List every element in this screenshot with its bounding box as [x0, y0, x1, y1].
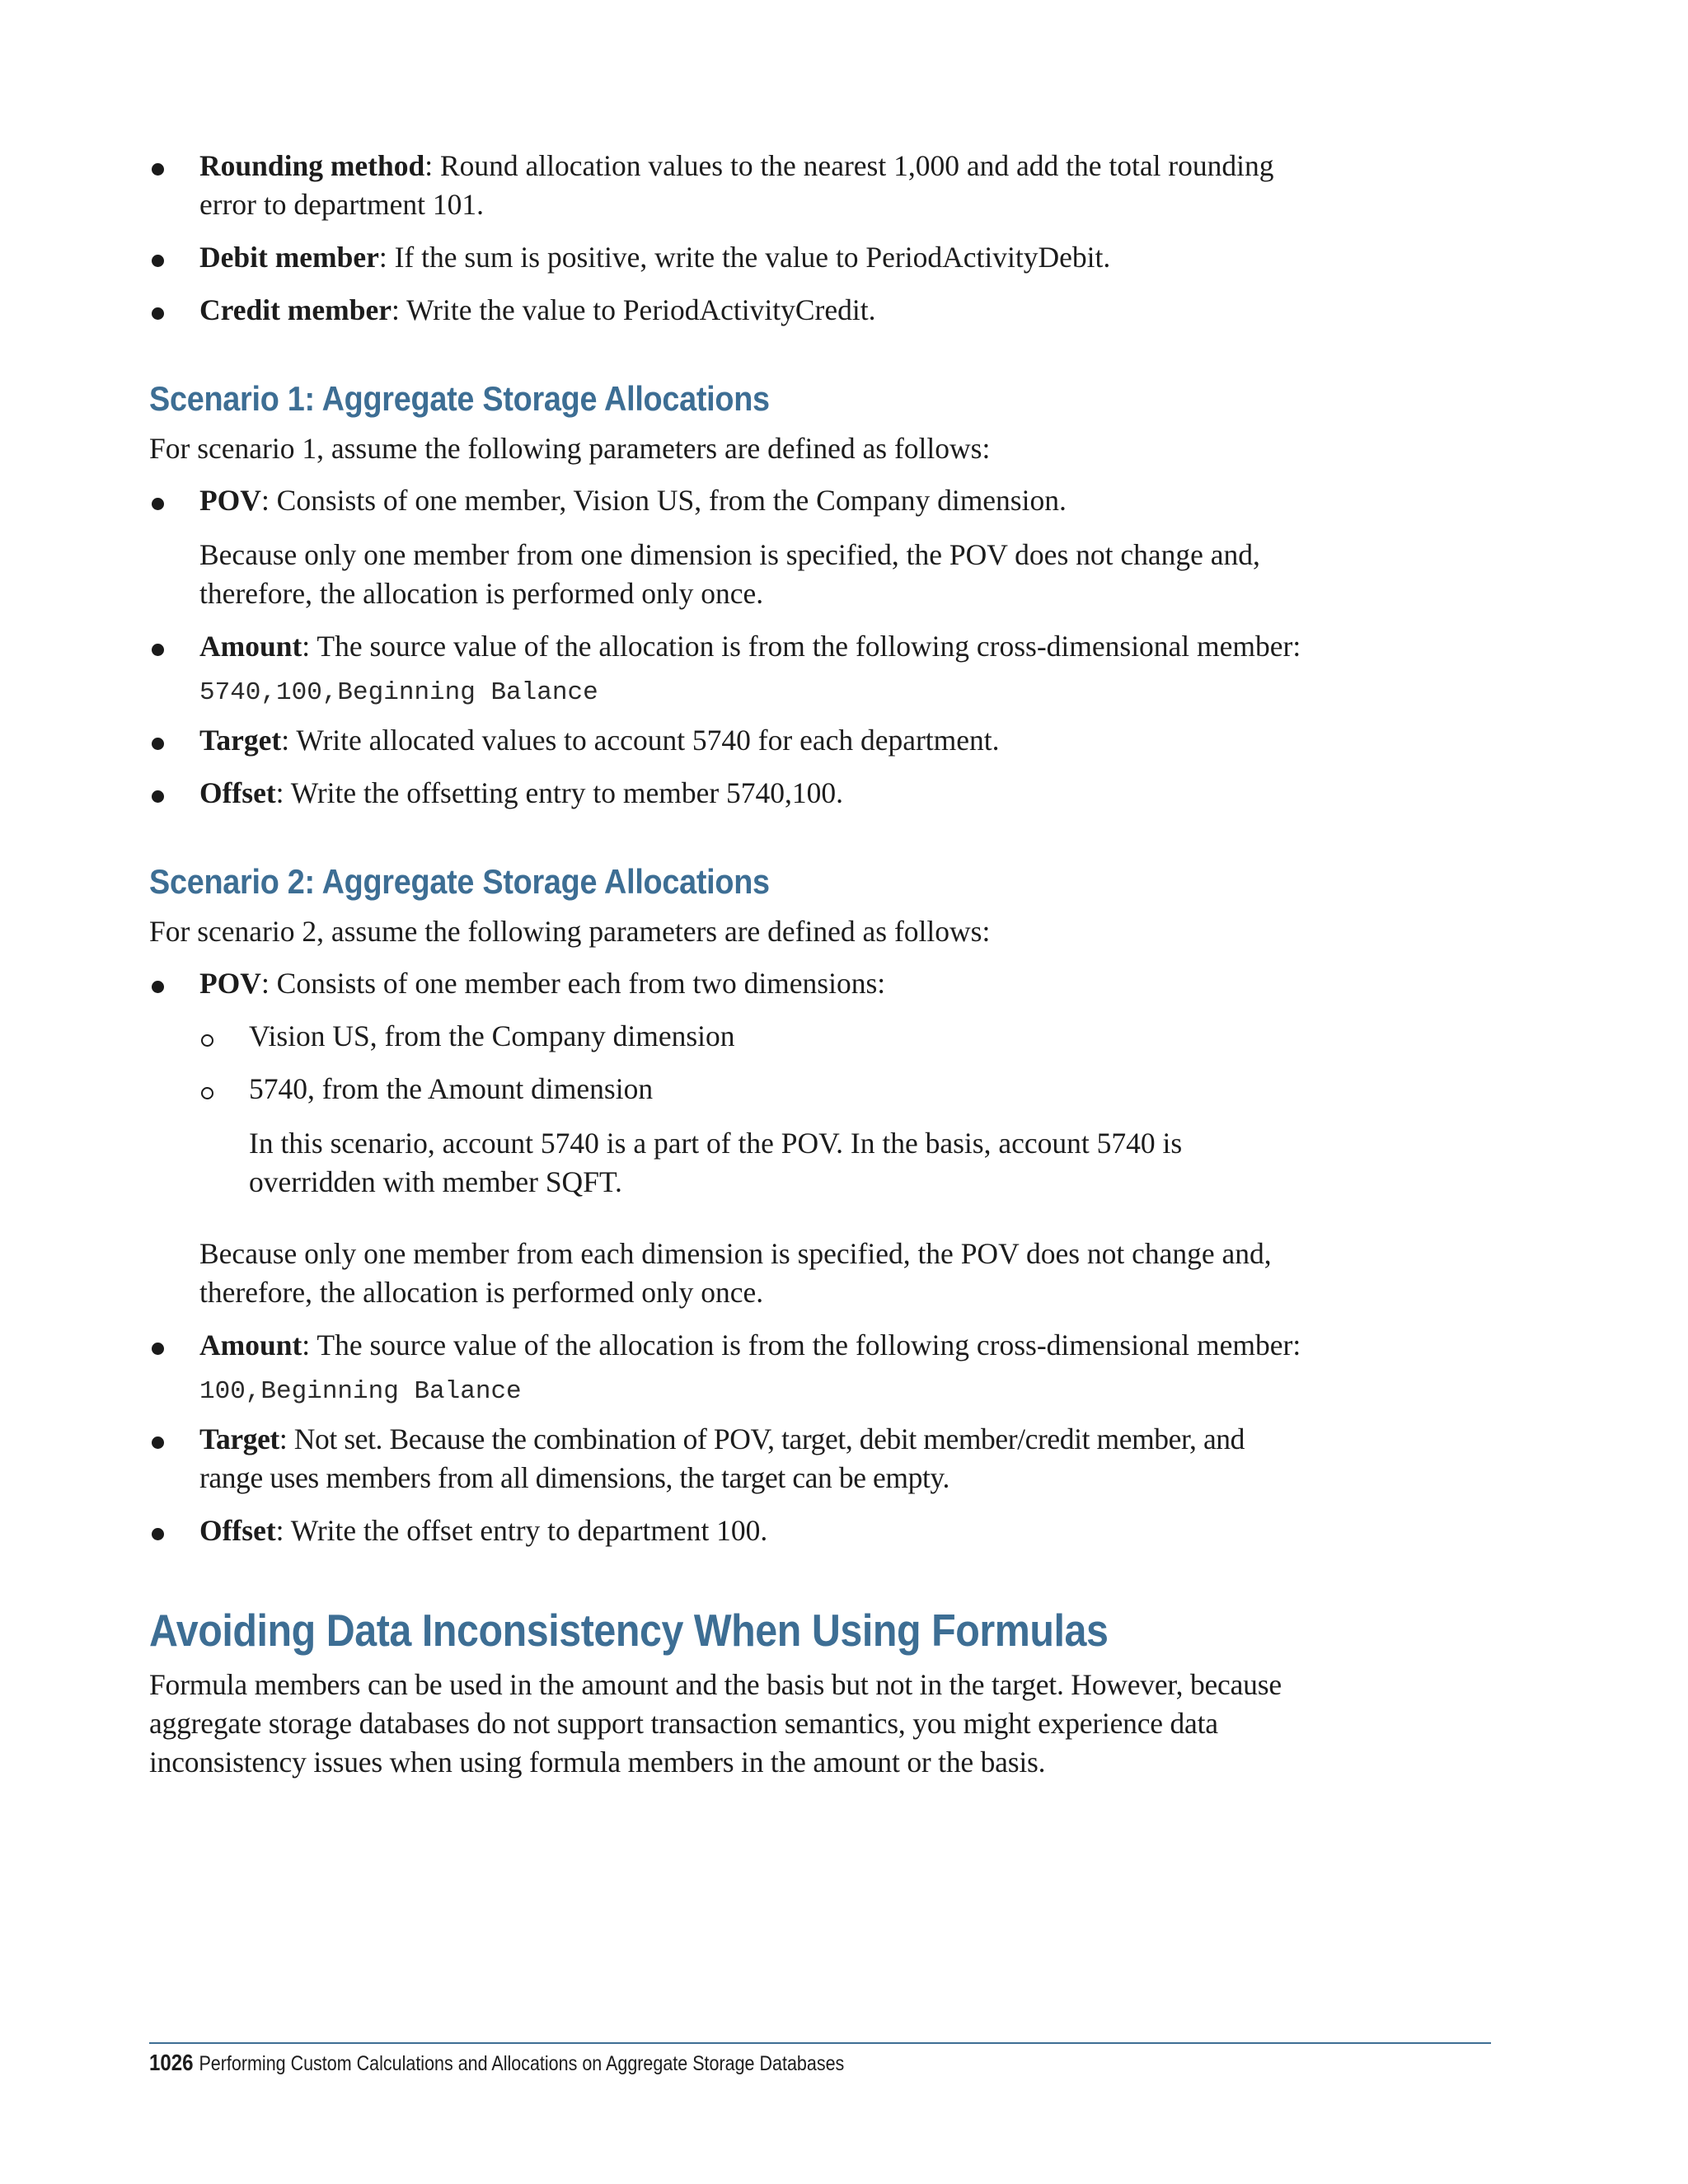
scenario2-bullet-pov	[149, 964, 1303, 1003]
bullet-text: : The source value of the allocation is from the following cross-dimensional member:	[302, 630, 1301, 663]
bullet-text: : If the sum is positive, write the value to PeriodActivityDebit.	[378, 241, 1111, 274]
bullet-term: Target	[199, 724, 282, 757]
bullet-text: : Consists of one member, Vision US, from the Company dimension.	[260, 484, 1067, 517]
page-number: 1026	[149, 2050, 194, 2075]
scenario2-intro: For scenario 2, assume the following parameters are defined as follows:	[149, 915, 991, 948]
bullet-text: : Write the offset entry to department 100.	[275, 1514, 768, 1547]
bullet-term: Credit member	[199, 293, 392, 326]
bullet-term: POV	[199, 484, 261, 517]
scenario2-bullet-amount	[149, 1326, 1303, 1365]
section-heading: Avoiding Data Inconsistency When Using Formulas	[149, 1605, 1109, 1656]
footer-divider	[149, 2042, 1491, 2044]
scenario1-heading: Scenario 1: Aggregate Storage Allocations	[149, 379, 770, 418]
scenario1-bullet-amount	[149, 627, 1303, 666]
bullet-debit-member	[149, 238, 1303, 277]
scenario2-pov-note: Because only one member from each dimension is specified, the POV does not change and, therefore, the allocation is performed only once.	[199, 1237, 1272, 1309]
bullet-text: : The source value of the allocation is from the following cross-dimensional member:	[302, 1329, 1301, 1361]
bullet-term: Offset	[199, 776, 276, 809]
bullet-credit-member	[149, 291, 1303, 330]
scenario1-intro: For scenario 1, assume the following parameters are defined as follows:	[149, 432, 991, 465]
bullet-term: Debit member	[199, 241, 379, 274]
bullet-text: : Not set. Because the combination of POV, target, debit member/credit member, and range uses members from all dimensions, the target can be empty.	[199, 1422, 1245, 1494]
bullet-text: : Round allocation values to the nearest 1,000 and add the total rounding error to department 101.	[199, 149, 1274, 221]
bullet-text: : Consists of one member each from two dimensions:	[260, 967, 886, 1000]
scenario1-bullet-target	[149, 721, 1303, 760]
bullet-term: Amount	[199, 1329, 302, 1361]
footer-title: Performing Custom Calculations and Allocations on Aggregate Storage Databases	[199, 2052, 845, 2075]
bullet-term: Offset	[199, 1514, 276, 1547]
scenario2-amount-code: 100,Beginning Balance	[199, 1377, 522, 1406]
bullet-text: : Write the offsetting entry to member 5740,100.	[275, 776, 844, 809]
scenario1-amount-code: 5740,100,Beginning Balance	[199, 678, 598, 707]
bullet-text: : Write the value to PeriodActivityCredit.	[391, 293, 876, 326]
scenario2-bullet-offset	[149, 1511, 1303, 1550]
bullet-term: POV	[199, 967, 261, 1000]
section-body: Formula members can be used in the amount and the basis but not in the target. However, because aggregate storage databases do not support transaction semantics, you might experience data inconsistency issues when using formula members in the amount or the basis.	[149, 1668, 1282, 1779]
scenario1-bullet-offset	[149, 774, 1303, 813]
bullet-term: Amount	[199, 630, 302, 663]
page-content	[149, 147, 1303, 1782]
page-footer	[149, 2049, 844, 2078]
scenario1-pov-note: Because only one member from one dimension is specified, the POV does not change and, therefore, the allocation is performed only once.	[199, 538, 1260, 610]
scenario2-pov-sub-note: In this scenario, account 5740 is a part of the POV. In the basis, account 5740 is overridden with member SQFT.	[249, 1127, 1183, 1198]
scenario2-pov-sub-company: Vision US, from the Company dimension	[149, 1017, 1303, 1056]
scenario2-heading: Scenario 2: Aggregate Storage Allocations	[149, 862, 770, 901]
scenario2-bullet-target	[149, 1420, 1303, 1497]
scenario2-pov-sub-amount: 5740, from the Amount dimension	[149, 1070, 1303, 1108]
bullet-term: Rounding method	[199, 149, 425, 182]
bullet-term: Target	[199, 1422, 279, 1455]
bullet-text: : Write allocated values to account 5740 for each department.	[281, 724, 1000, 757]
scenario1-bullet-pov	[149, 481, 1303, 520]
bullet-rounding-method	[149, 147, 1303, 224]
